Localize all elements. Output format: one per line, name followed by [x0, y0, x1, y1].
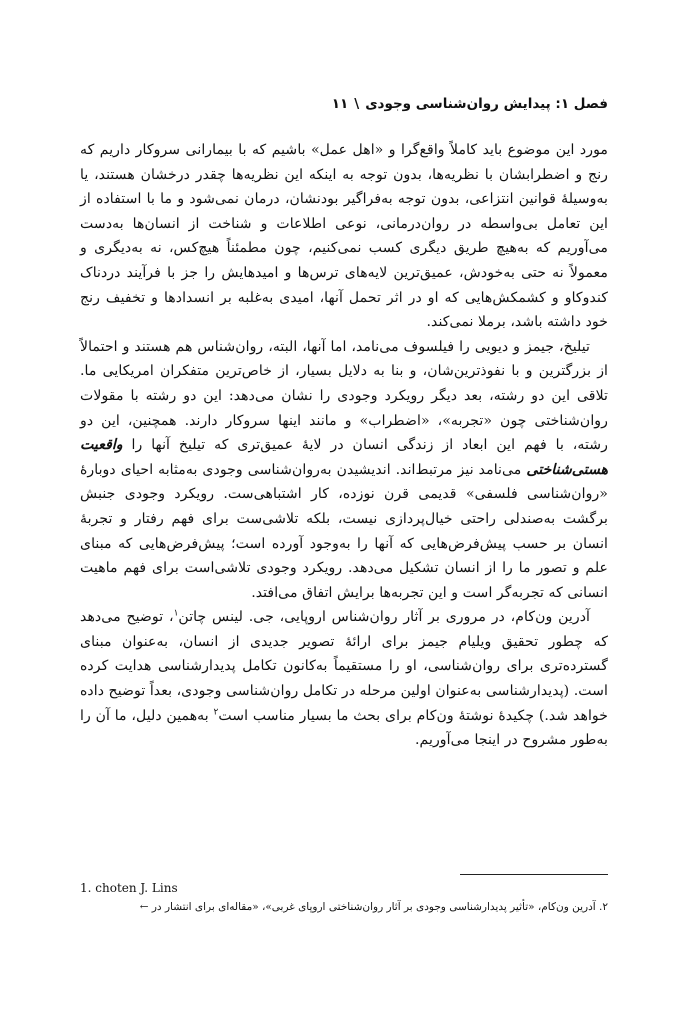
page-number: ۱۱: [331, 96, 349, 112]
body-text: [80, 138, 608, 753]
paragraph-1-text: مورد این موضوع باید کاملاً واقع‌گرا و «اهل عمل» باشیم که با بیمارانی سروکار داریم که رنج و اضطرابشان با نظریه‌ها، بدون توجه به اینکه این نظریه‌ها چقدر درخشان هستند، یا به‌وسیلهٔ قوانین انتزاعی، بدون توجه به‌فراگیر بودنشان، درمان نمی‌شود و ما با استفاده از این تعامل بی‌واسطه در روان‌درمانی، نوعی اطلاعات و شناخت از انسان‌ها به‌دست می‌آوریم که به‌هیچ طریق دیگری کسب نمی‌کنیم، چون مطمئناً هیچ‌کس، نه به‌دیگری و معمولاً نه حتی به‌خودش، عمیق‌ترین لایه‌های ترس‌ها و امیدهایش را جز با فرآیند دردناک کندوکاو و کشمکش‌هایی که او در اثر تحمل آنها، امیدی به‌غلبه بر انسدادها و تخفیف رنج خود داشته باشد، برملا نمی‌کند.: [80, 142, 608, 331]
paragraph-2-text-end: می‌نامد نیز مرتبط‌اند. اندیشیدن به‌روان‌شناسی وجودی به‌مثابه احیای دوبارهٔ «روان‌شناسی فلسفی» قدیمی قرن نوزده، کار اشتباهی‌ست. رویکرد وجودی جنبش برگشت به‌صندلی راحتی خیال‌پردازی نیست، بلکه تلاشی‌ست برای فهم رفتار و تجربهٔ انسان بر حسب پیش‌فرض‌هایی که آنها را به‌وجود آورده است؛ پیش‌فرض‌هایی که مبنای علم و تصور ما را از انسان تشکیل می‌دهد. رویکرد وجودی تلاشی‌است برای فهم ماهیت انسانی که تجربه‌گر است و این تجربه‌ها برایش اتفاق می‌افتد.: [80, 461, 608, 601]
running-header: [80, 92, 608, 116]
footnote-ref-1: ۱: [173, 608, 179, 619]
chapter-title: فصل ۱: پیدایش روان‌شناسی وجودی: [365, 96, 608, 112]
footnote-2: ۲. آدرین ون‌کام، «تأثیر پدیدارشناسی وجودی بر آثار روان‌شناختی اروپای غربی»، «مقاله‌ای برای انتشار در ←: [139, 901, 608, 913]
emphasized-term: واقعیت هستی‌شناختی: [80, 437, 608, 478]
footnote-divider: [460, 874, 608, 875]
paragraph-1: [80, 138, 608, 335]
footnote-ref-2: ۲: [213, 706, 219, 717]
paragraph-2: [80, 335, 608, 606]
footnote-1: 1. choten J. Lins: [80, 881, 178, 895]
header-separator: \: [354, 96, 360, 112]
paragraph-3-text-middle: ، توضیح می‌دهد که چطور تحقیق ویلیام جیمز برای ارائهٔ تصویر جدیدی از انسان، به‌عنوان مبنای گسترده‌تری برای روان‌شناسی، او را مستقیماً به‌کانون تکامل پدیدارشناسی هدایت کرده است. (پدیدارشناسی به‌عنوان اولین مرحله در تکامل روان‌شناسی وجودی، بعداً توضیح داده خواهد شد.) چکیدهٔ نوشتهٔ ون‌کام برای بحث ما بسیار مناسب است: [80, 609, 608, 724]
paragraph-3-text-start: آدرین ون‌کام، در مروری بر آثار روان‌شناس اروپایی، جی. لینس چاتن: [178, 609, 590, 626]
paragraph-3: [80, 605, 608, 753]
paragraph-3-text-end: به‌همین دلیل، ما آن را به‌طور مشروح در اینجا می‌آوریم.: [80, 707, 608, 749]
paragraph-2-text-start: تیلیخ، جیمز و دیویی را فیلسوف می‌نامد، اما آنها، البته، روان‌شناس هم هستند و احتمالاً از بزرگترین و با نفوذترین‌شان، و بنا به دلایل بسیار، از خاص‌ترین متفکران امریکایی ما. تلاقی این دو رشته، بعد دیگر رویکرد وجودی را نشان می‌دهد: این دو رشته با مقولات روان‌شناختی چون «تجربه»، «اضطراب» و مانند اینها سروکار دارند. همچنین، این دو رشته، با فهم این ابعاد از زندگی انسان در لایهٔ عمیق‌تری که تیلیخ آنها را: [80, 338, 608, 454]
